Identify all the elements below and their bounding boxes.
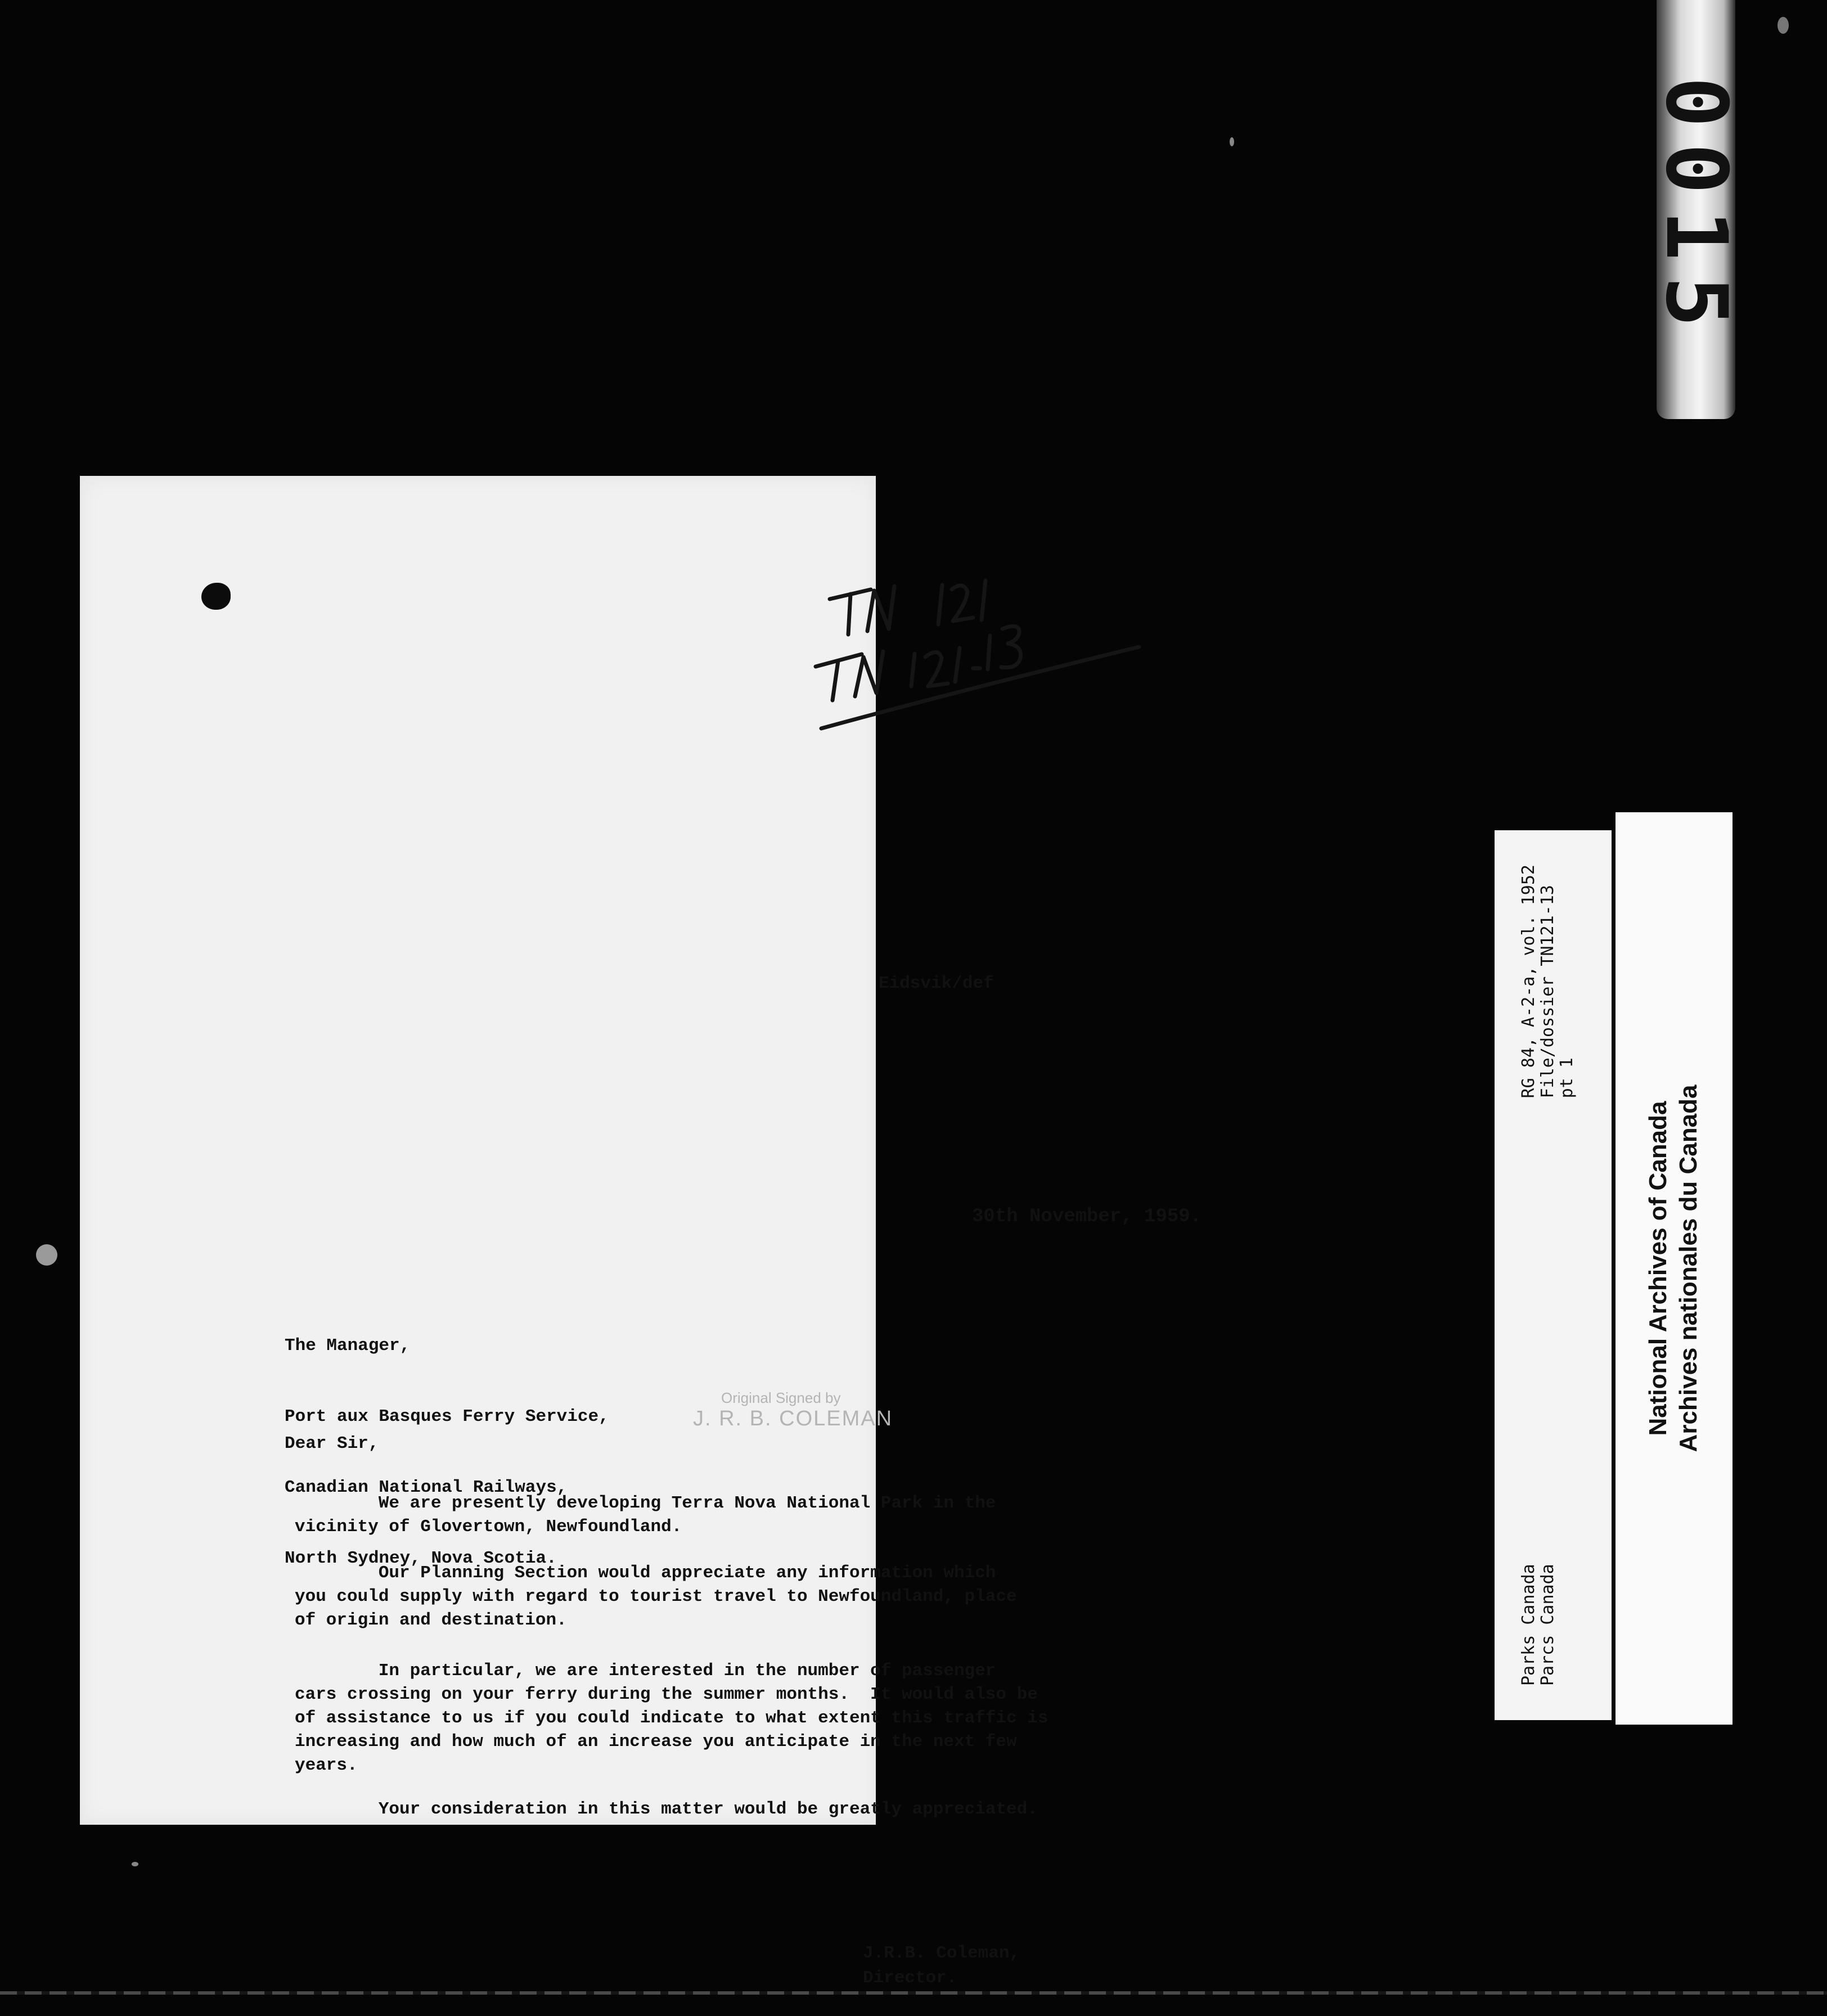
recipient-line: Canadian National Railways, — [285, 1478, 568, 1497]
typist-initials: Eidsvik/def — [879, 974, 994, 993]
frame-number-counter — [1647, 0, 1745, 419]
reference-line: pt 1 — [1557, 1058, 1577, 1099]
stamp-name: J. R. B. COLEMAN — [693, 1407, 893, 1430]
stamp-caption: Original Signed by — [721, 1389, 841, 1406]
film-speck — [132, 1862, 138, 1866]
file-reference-block — [1519, 865, 1577, 1098]
reference-label — [1495, 830, 1612, 1720]
archive-name-english: National Archives of Canada — [1644, 1101, 1672, 1436]
film-speck — [36, 1244, 57, 1266]
body-paragraph: In particular, we are interested in the number of passenger cars crossing on your ferry during the summer months. It would also be of assistance to us if you could indicate to what extent this traffic is increasing and how much of an increase you anticipate in the next few years. — [295, 1661, 1048, 1775]
film-speck — [1230, 137, 1234, 146]
ink-blot — [201, 583, 231, 610]
recipient-line: North Sydney, Nova Scotia. — [285, 1549, 557, 1568]
frame-number: 0015 — [1647, 76, 1745, 343]
reference-line: File/dossier TN121-13 — [1538, 885, 1558, 1099]
signature-stamp — [693, 1389, 893, 1431]
owner-block — [1519, 1564, 1558, 1686]
recipient-line: Port aux Basques Ferry Service, — [285, 1407, 609, 1426]
signature-name: J.R.B. Coleman, — [863, 1943, 1020, 1963]
handwritten-file-reference — [804, 568, 1164, 737]
recipient-line: The Manager, — [285, 1336, 411, 1356]
letter-page — [80, 476, 1202, 1988]
reference-line: RG 84, A-2-a, vol. 1952 — [1519, 865, 1538, 1099]
body-paragraph: Your consideration in this matter would be greatly appreciated. — [295, 1799, 1038, 1819]
body-paragraph: Our Planning Section would appreciate any information which you could supply with regard to tourist travel to Newfoundland, place of origin and destination. — [295, 1563, 1017, 1630]
signature-title: Director. — [863, 1968, 957, 1988]
archive-name-french: Archives nationales du Canada — [1675, 1084, 1702, 1452]
body-paragraph: We are presently developing Terra Nova National Park in the vicinity of Glovertown, Newfoundland. — [295, 1493, 996, 1537]
letter-date: 30th November, 1959. — [972, 1206, 1202, 1227]
owner-line: Parks Canada — [1519, 1564, 1538, 1686]
film-speck — [1778, 17, 1789, 34]
salutation: Dear Sir, — [285, 1434, 379, 1454]
owner-line: Parcs Canada — [1538, 1564, 1558, 1686]
film-edge — [0, 1991, 1827, 1995]
archive-label — [1616, 812, 1732, 1725]
